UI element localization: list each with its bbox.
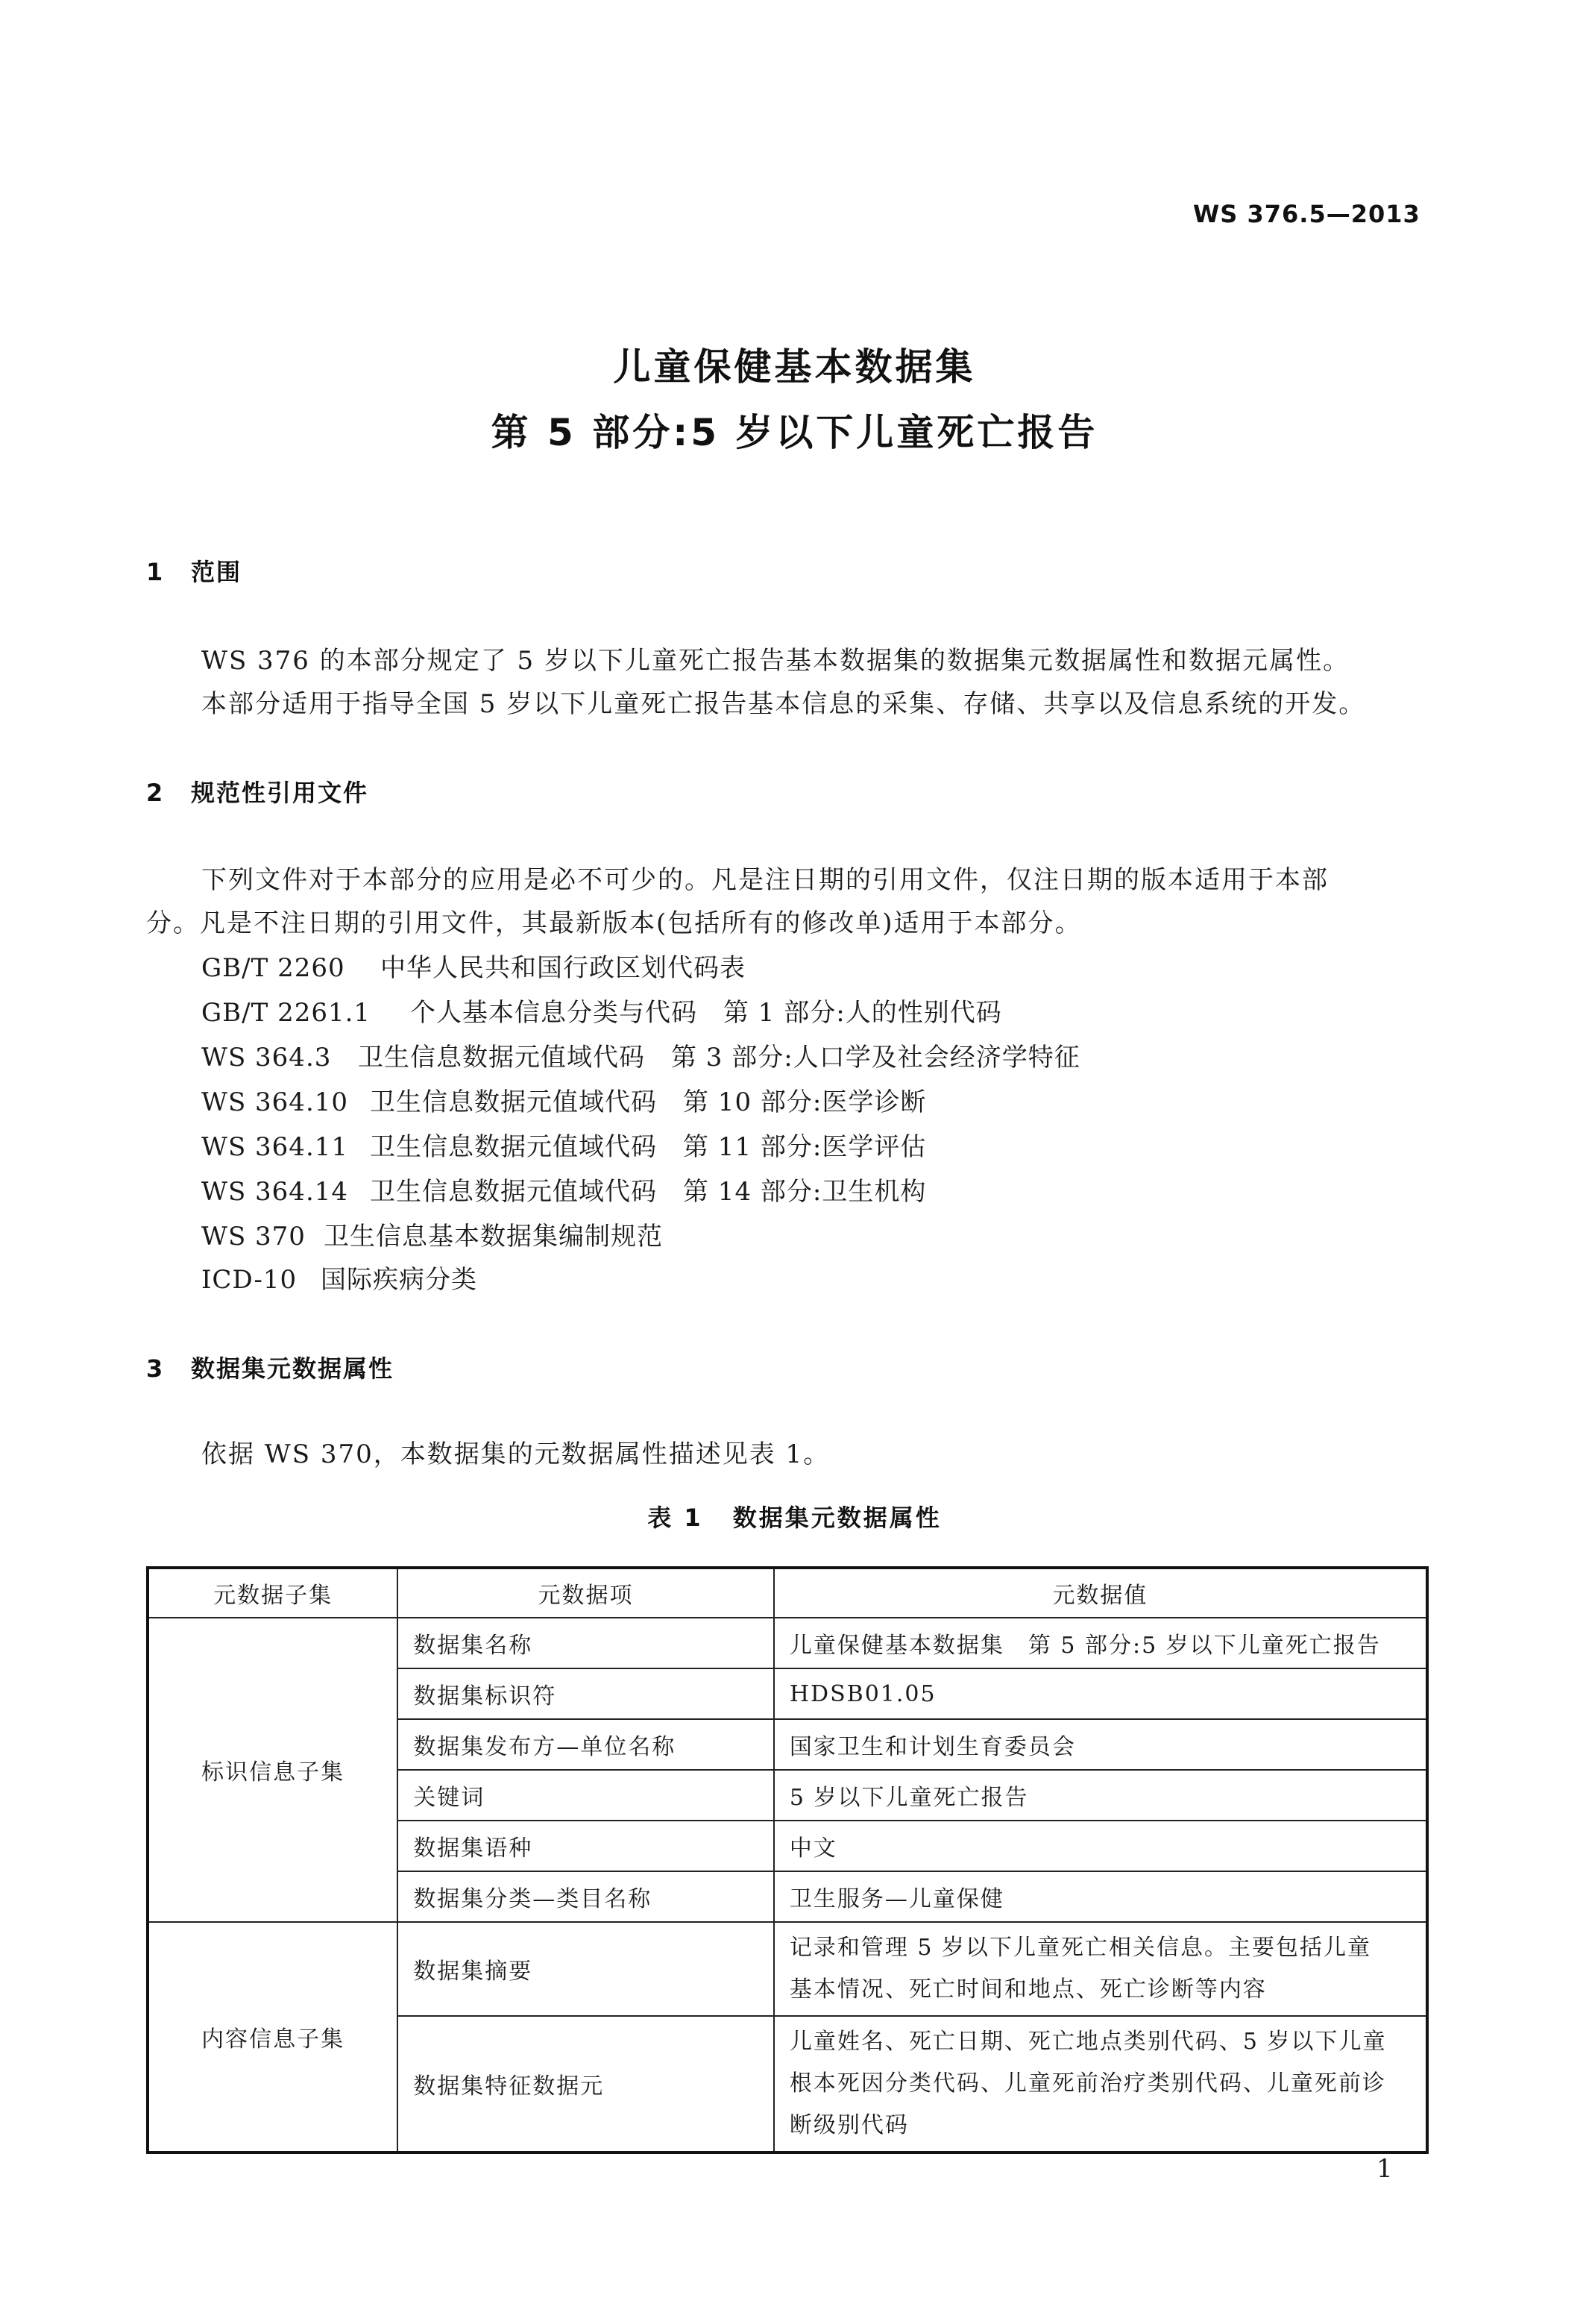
table-header-row	[148, 1568, 1427, 1618]
section-title: 数据集元数据属性	[191, 1354, 394, 1383]
reference-title: 卫生信息数据元值域代码 第 14 部分:卫生机构	[370, 1177, 927, 1207]
value-cell: 中文	[774, 1821, 1427, 1871]
reference-code: WS 364.3	[201, 1043, 332, 1073]
section-1-paragraph-2: 本部分适用于指导全国 5 岁以下儿童死亡报告基本信息的采集、存储、共享以及信息系统的开发。	[201, 689, 1366, 719]
section-1-paragraph-1: WS 376 的本部分规定了 5 岁以下儿童死亡报告基本数据集的数据集元数据属性和数据元属性。	[201, 646, 1350, 676]
item-cell: 数据集分类—类目名称	[397, 1871, 774, 1922]
reference-code: WS 364.10	[201, 1087, 349, 1117]
table-caption	[0, 1499, 1589, 1533]
value-line: 基本情况、死亡时间和地点、死亡诊断等内容	[789, 1976, 1267, 2003]
metadata-table	[146, 1566, 1429, 2154]
reference-code: WS 364.11	[201, 1132, 349, 1162]
item-cell: 数据集语种	[397, 1821, 774, 1871]
value-line: 记录和管理 5 岁以下儿童死亡相关信息。主要包括儿童	[789, 1935, 1372, 1961]
subset-name-cell: 标识信息子集	[148, 1618, 397, 1922]
reference-title: 卫生信息基本数据集编制规范	[324, 1222, 663, 1251]
section-number: 2	[146, 779, 165, 807]
reference-code: WS 364.14	[201, 1177, 349, 1207]
value-line: 根本死因分类代码、儿童死前治疗类别代码、儿童死前诊	[789, 2070, 1386, 2097]
value-line: 儿童姓名、死亡日期、死亡地点类别代码、5 岁以下儿童	[789, 2029, 1387, 2055]
reference-title: 卫生信息数据元值域代码 第 10 部分:医学诊断	[370, 1087, 927, 1117]
reference-title: 个人基本信息分类与代码 第 1 部分:人的性别代码	[410, 998, 1002, 1028]
section-2-paragraph-line1: 下列文件对于本部分的应用是必不可少的。凡是注日期的引用文件，仅注日期的版本适用于本部	[201, 865, 1329, 895]
reference-item	[201, 1126, 926, 1163]
value-cell	[774, 1922, 1427, 2016]
reference-item	[201, 1081, 926, 1118]
table-row	[148, 1922, 1427, 2016]
value-cell: 5 岁以下儿童死亡报告	[774, 1770, 1427, 1821]
table-caption-title: 数据集元数据属性	[732, 1504, 942, 1532]
reference-title: 国际疾病分类	[321, 1265, 477, 1295]
reference-item	[201, 947, 746, 984]
value-cell: HDSB01.05	[774, 1668, 1427, 1719]
page-number: 1	[1376, 2154, 1393, 2184]
value-cell: 国家卫生和计划生育委员会	[774, 1719, 1427, 1770]
section-title: 规范性引用文件	[191, 779, 369, 807]
table-row	[148, 1618, 1427, 1668]
item-cell: 数据集特征数据元	[397, 2016, 774, 2152]
section-number: 1	[146, 558, 165, 586]
document-title-line1: 儿童保健基本数据集	[613, 345, 976, 389]
reference-code: GB/T 2260	[201, 953, 345, 983]
reference-item	[201, 1037, 1080, 1073]
value-cell: 卫生服务—儿童保健	[774, 1871, 1427, 1922]
section-3-paragraph-1: 依据 WS 370，本数据集的元数据属性描述见表 1。	[201, 1439, 831, 1469]
item-cell: 数据集名称	[397, 1618, 774, 1668]
section-2-paragraph-line2: 分。凡是不注日期的引用文件，其最新版本(包括所有的修改单)适用于本部分。	[146, 908, 1082, 938]
standard-code: WS 376.5—2013	[1193, 200, 1420, 228]
document-title-line2: 第 5 部分:5 岁以下儿童死亡报告	[491, 411, 1098, 454]
reference-code: GB/T 2261.1	[201, 998, 371, 1028]
reference-title: 卫生信息数据元值域代码 第 3 部分:人口学及社会经济学特征	[358, 1043, 1080, 1073]
section-number: 3	[146, 1354, 165, 1383]
section-2-heading	[146, 774, 368, 808]
subset-name-cell: 内容信息子集	[148, 1922, 397, 2152]
table-caption-label: 表 1	[647, 1504, 703, 1532]
reference-code: ICD-10	[201, 1265, 298, 1295]
reference-item	[201, 992, 1002, 1028]
reference-item	[201, 1216, 663, 1252]
value-cell: 儿童保健基本数据集 第 5 部分:5 岁以下儿童死亡报告	[774, 1618, 1427, 1668]
section-title: 范围	[191, 558, 242, 586]
column-header: 元数据项	[397, 1568, 774, 1618]
reference-item	[201, 1171, 926, 1207]
value-line: 断级别代码	[789, 2112, 909, 2138]
reference-code: WS 370	[201, 1222, 306, 1251]
column-header: 元数据子集	[148, 1568, 397, 1618]
section-3-heading	[146, 1350, 394, 1384]
reference-title: 卫生信息数据元值域代码 第 11 部分:医学评估	[370, 1132, 927, 1162]
reference-title: 中华人民共和国行政区划代码表	[380, 953, 746, 983]
item-cell: 数据集摘要	[397, 1922, 774, 2016]
value-cell	[774, 2016, 1427, 2152]
section-1-heading	[146, 553, 242, 588]
item-cell: 数据集标识符	[397, 1668, 774, 1719]
column-header: 元数据值	[774, 1568, 1427, 1618]
item-cell: 关键词	[397, 1770, 774, 1821]
item-cell: 数据集发布方—单位名称	[397, 1719, 774, 1770]
reference-item	[201, 1259, 477, 1296]
